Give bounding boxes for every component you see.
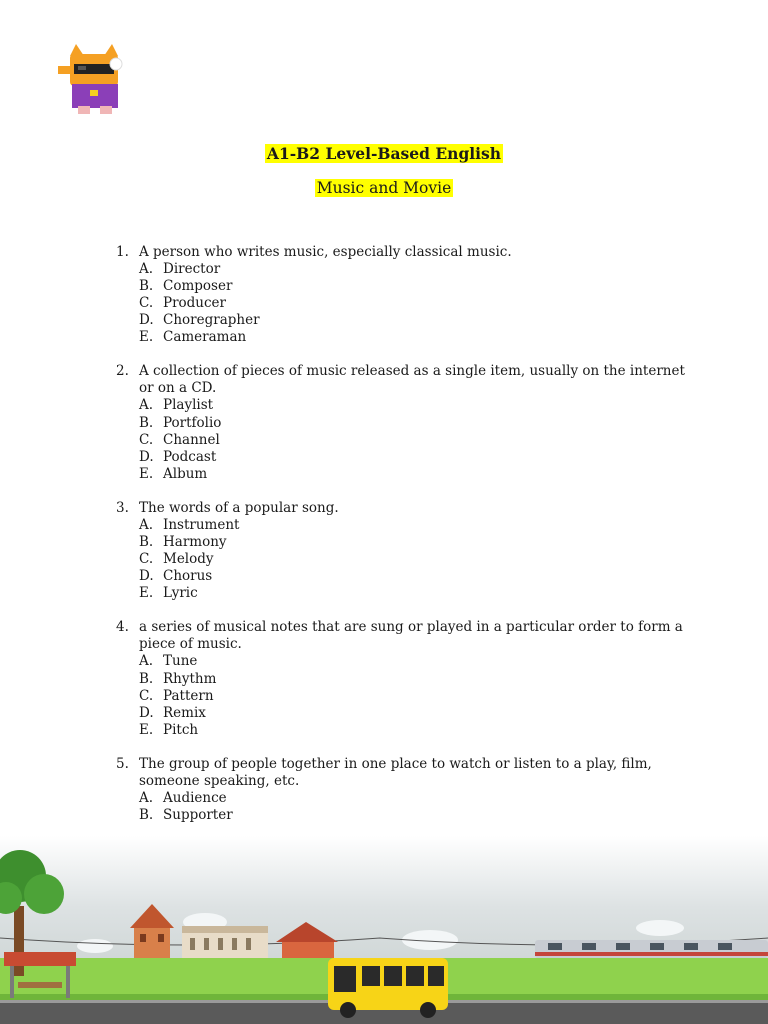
question-number: 5.: [116, 755, 129, 772]
option-item: [139, 449, 692, 466]
footer-scene-illustration: [0, 836, 768, 1024]
option-text: Portfolio: [163, 414, 222, 431]
option-letter: E.: [139, 721, 154, 738]
option-text: Producer: [163, 295, 227, 312]
option-text: Pattern: [163, 687, 214, 704]
option-text: Melody: [163, 551, 214, 568]
question-5: [112, 756, 692, 824]
option-list: [139, 653, 692, 738]
option-text: Director: [163, 261, 221, 277]
train-icon: [535, 940, 768, 958]
option-item: [139, 722, 692, 739]
option-letter: A.: [139, 397, 154, 414]
option-letter: C.: [139, 295, 154, 312]
page-subtitle: Music and Movie: [316, 179, 452, 197]
question-3: [112, 500, 692, 602]
option-text: Supporter: [163, 806, 233, 823]
option-text: Album: [163, 465, 208, 482]
option-letter: B.: [139, 278, 154, 295]
option-item: [139, 585, 692, 602]
option-text: Podcast: [163, 448, 217, 465]
option-text: Playlist: [163, 397, 214, 414]
option-letter: E.: [139, 465, 154, 482]
bus-icon: [328, 958, 448, 1018]
question-prompt: The group of people together in one place to watch or listen to a play, film, someone speaking, etc.: [139, 755, 652, 789]
question-1: [112, 244, 692, 346]
question-number: 1.: [116, 244, 129, 260]
option-text: Rhythm: [163, 670, 217, 687]
option-item: [139, 551, 692, 568]
question-2: [112, 363, 692, 482]
option-list: [139, 397, 692, 482]
option-text: Remix: [163, 704, 206, 721]
option-text: Choregrapher: [163, 312, 260, 329]
option-item: [139, 312, 692, 329]
option-letter: C.: [139, 687, 154, 704]
option-item: [139, 568, 692, 585]
option-item: [139, 807, 692, 824]
option-letter: A.: [139, 653, 154, 670]
option-text: Lyric: [163, 585, 198, 602]
option-letter: D.: [139, 312, 154, 329]
cloud-icon: [636, 920, 684, 936]
colonial-building-icon: [182, 926, 268, 958]
option-letter: D.: [139, 448, 154, 465]
option-item: [139, 653, 692, 670]
option-letter: E.: [139, 585, 154, 602]
page-title: A1-B2 Level-Based English: [266, 144, 502, 163]
option-letter: A.: [139, 789, 154, 806]
option-item: [139, 278, 692, 295]
option-text: Composer: [163, 278, 233, 295]
option-item: [139, 397, 692, 414]
option-text: Audience: [163, 789, 227, 806]
option-letter: D.: [139, 568, 154, 585]
option-item: [139, 688, 692, 705]
question-4: [112, 619, 692, 738]
option-item: [139, 432, 692, 449]
option-text: Pitch: [163, 721, 199, 738]
option-item: [139, 466, 692, 483]
option-text: Instrument: [163, 516, 240, 533]
option-item: [139, 534, 692, 551]
option-text: Channel: [163, 431, 220, 448]
option-letter: C.: [139, 551, 154, 568]
question-prompt: A collection of pieces of music released as a single item, usually on the internet or on a CD.: [139, 363, 685, 397]
question-prompt: a series of musical notes that are sung or played in a particular order to form a piece of music.: [139, 619, 683, 653]
option-letter: B.: [139, 534, 154, 551]
option-item: [139, 415, 692, 432]
question-prompt: The words of a popular song.: [139, 499, 339, 516]
option-text: Cameraman: [163, 329, 247, 346]
option-list: [139, 517, 692, 602]
option-letter: D.: [139, 704, 154, 721]
option-text: Harmony: [163, 534, 227, 551]
option-item: [139, 790, 692, 807]
option-text: Tune: [163, 653, 198, 670]
option-item: [139, 295, 692, 312]
option-item: [139, 517, 692, 534]
question-number: 2.: [116, 363, 129, 380]
cloud-icon: [77, 939, 113, 953]
option-letter: C.: [139, 431, 154, 448]
option-letter: B.: [139, 670, 154, 687]
option-letter: E.: [139, 329, 154, 346]
question-number: 4.: [116, 619, 129, 636]
title-block: [0, 144, 768, 164]
question-list: [112, 244, 692, 841]
question-number: 3.: [116, 499, 129, 516]
option-list: [139, 790, 692, 824]
option-item: [139, 671, 692, 688]
question-prompt: A person who writes music, especially classical music.: [139, 244, 512, 260]
option-letter: B.: [139, 806, 154, 823]
option-item: [139, 705, 692, 722]
option-list: [139, 261, 692, 346]
option-text: Chorus: [163, 568, 213, 585]
option-letter: B.: [139, 414, 154, 431]
subtitle-block: [0, 178, 768, 198]
option-letter: A.: [139, 261, 154, 277]
option-item: [139, 329, 692, 346]
option-letter: A.: [139, 516, 154, 533]
option-item: [139, 261, 692, 278]
cat-mascot-icon: [56, 42, 132, 118]
